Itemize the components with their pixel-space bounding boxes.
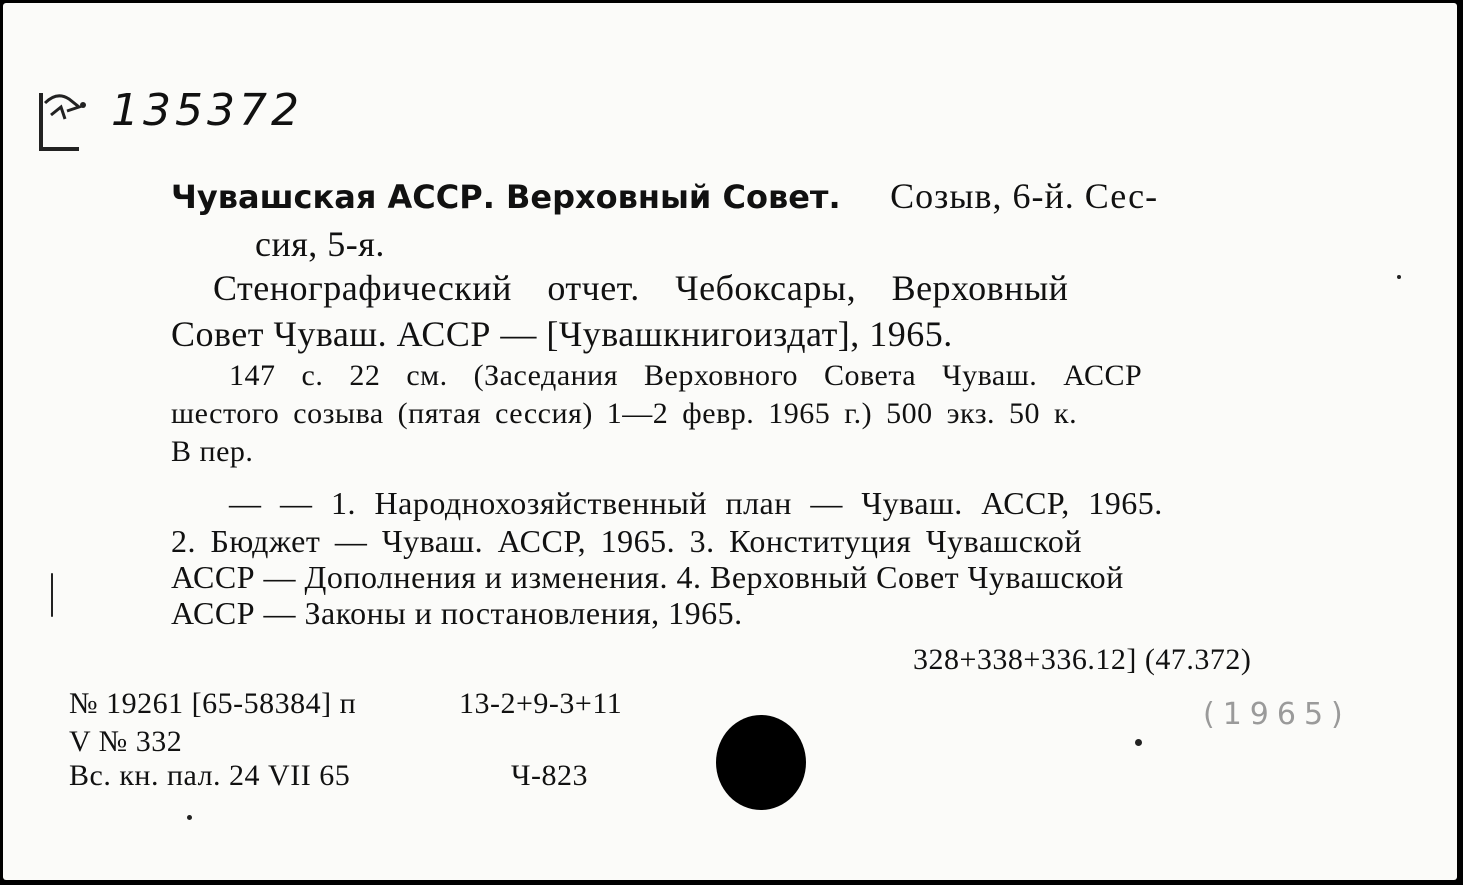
- collation-line-2: шестого созыва (пятая сессия) 1—2 февр. 1965 г.) 500 экз. 50 к.: [171, 397, 1078, 430]
- distribution-code: 13-2+9-3+11: [459, 687, 623, 720]
- heading-continuation: сия, 5-я.: [255, 224, 385, 264]
- heading-rest: Созыв, 6-й. Сес-: [890, 176, 1159, 216]
- subject-line-1: — — 1. Народнохозяйственный план — Чуваш. АССР, 1965.: [229, 485, 1163, 521]
- ink-speck: [187, 815, 192, 820]
- punch-hole: [716, 715, 806, 810]
- inventory-number: 135372: [111, 85, 303, 136]
- corporate-author: Чувашская АССР. Верховный Совет.: [171, 178, 841, 216]
- subject-line-2: 2. Бюджет — Чуваш. АССР, 1965. 3. Конституция Чувашской: [171, 523, 1082, 559]
- library-stamp-icon: [31, 85, 91, 155]
- title-line-2: Совет Чуваш. АССР — [Чувашкнигоиздат], 1965.: [171, 314, 953, 354]
- record-number: № 19261 [65-58384] п: [69, 687, 357, 720]
- ink-speck: [1135, 739, 1142, 746]
- heading-line: [171, 175, 1341, 217]
- ink-speck: [1397, 275, 1401, 279]
- catalog-card: [3, 3, 1457, 880]
- ink-mark: [51, 573, 53, 617]
- collation-line-3: В пер.: [171, 435, 254, 468]
- v-number: V № 332: [69, 725, 183, 758]
- book-chamber-date: Вс. кн. пал. 24 VII 65: [69, 759, 351, 792]
- classification-code: 328+338+336.12] (47.372): [913, 643, 1252, 676]
- faint-stamp: (1965): [1203, 697, 1351, 732]
- subject-line-3: АССР — Дополнения и изменения. 4. Верховный Совет Чувашской: [171, 559, 1124, 595]
- collation-line-1: 147 с. 22 см. (Заседания Верховного Совета Чуваш. АССР: [229, 359, 1143, 392]
- title-line-1: Стенографический отчет. Чебоксары, Верховный: [213, 268, 1069, 308]
- card-index: Ч-823: [511, 759, 588, 792]
- subject-line-4: АССР — Законы и постановления, 1965.: [171, 595, 743, 631]
